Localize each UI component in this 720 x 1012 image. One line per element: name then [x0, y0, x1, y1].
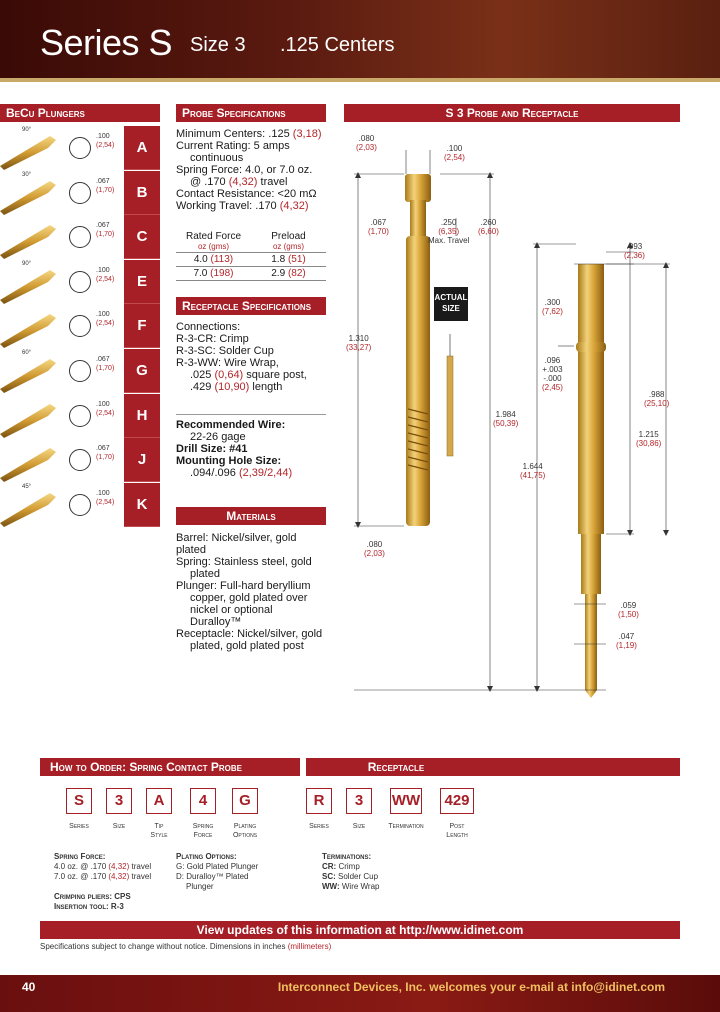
- drawing-title: S 3 Probe and Receptacle: [344, 104, 680, 122]
- flat-tip-icon: [0, 304, 66, 348]
- order-receptacle-label: Post Length: [446, 823, 468, 839]
- web-updates-link[interactable]: View updates of this information at http://www.idinet.com: [40, 921, 680, 939]
- order-receptacle-box: 3: [346, 788, 372, 814]
- order-receptacle-box: WW: [390, 788, 422, 814]
- terminations-info: Terminations: CR: Crimp SC: Solder Cup WW: Wire Wrap: [322, 852, 380, 891]
- plunger-row: [0, 171, 160, 215]
- probe-specs-text: Minimum Centers: .125 (3,18) Current Rating: 5 amps continuous Spring Force: 4.0, or 7.0 oz. @ .170 (4,32) travel Contact Resistance: <20 mΩ Working Travel: .170 (4,32): [176, 128, 322, 212]
- dim-1644: 1.644 (41,75): [520, 462, 546, 480]
- tip-dimension: .100 (2,54): [96, 489, 115, 506]
- order-probe-box: 4: [190, 788, 216, 814]
- plunger-row: [0, 349, 160, 393]
- page-number: 40: [22, 980, 36, 994]
- tip-end-view: [69, 271, 91, 293]
- cone-tip-icon: [0, 260, 66, 304]
- tip-angle: 45°: [22, 483, 32, 490]
- order-receptacle-box: R: [306, 788, 332, 814]
- plunger-row: [0, 483, 160, 527]
- dim-059: .059 (1,50): [618, 601, 639, 619]
- flat-tip-icon: [0, 438, 66, 482]
- page-header: [0, 0, 720, 78]
- dim-067: .067 (1,70): [368, 218, 389, 236]
- order-probe-label: Plating Options: [232, 823, 258, 839]
- plunger-row: [0, 394, 160, 438]
- cup-tip-icon: [0, 126, 66, 170]
- probe-receptacle-drawing: [344, 124, 694, 704]
- disclaimer: Specifications subject to change without notice. Dimensions in inches (millimeters): [40, 942, 332, 951]
- dim-096: .096 +.003 -.000 (2,45): [542, 356, 563, 392]
- tip-angle: 90°: [22, 260, 32, 267]
- tip-end-view: [69, 449, 91, 471]
- tool-info: Crimping pliers: CPS Insertion tool: R-3: [54, 892, 131, 911]
- plunger-row: [0, 215, 160, 259]
- plunger-row: [0, 438, 160, 482]
- spring-force-info: Spring Force: 4.0 oz. @ .170 (4,32) travel 7.0 oz. @ .170 (4,32) travel: [54, 852, 152, 881]
- order-probe-label: Series: [69, 823, 89, 830]
- tip-dimension: .067 (1,70): [96, 177, 115, 194]
- tip-end-view: [69, 137, 91, 159]
- wire-spec-text: Recommended Wire: 22-26 gage Drill Size: #41 Mounting Hole Size: .094/.096 (2,39/2,44): [176, 414, 326, 479]
- dim-1215: 1.215 (30,86): [636, 430, 662, 448]
- order-probe-box: 3: [106, 788, 132, 814]
- tip-end-view: [69, 182, 91, 204]
- tip-dimension: .100 (2,54): [96, 133, 115, 149]
- plating-options-info: Plating Options: G: Gold Plated Plunger D: Duralloy™ Plated Plunger: [176, 852, 259, 891]
- chisel-tip-icon: [0, 483, 66, 527]
- order-probe-title: How to Order: Spring Contact Probe: [40, 758, 300, 776]
- plunger-row: [0, 126, 160, 170]
- serrated-tip-icon: [0, 394, 66, 438]
- centers-title: .125 Centers: [280, 34, 395, 56]
- receptacle-specs-text: Connections: R-3-CR: Crimp R-3-SC: Solder Cup R-3-WW: Wire Wrap, .025 (0,64) square post, .429 (10,90) length: [176, 321, 307, 393]
- dim-260: .260 (6,60): [478, 218, 499, 236]
- order-receptacle-title: Receptacle: [306, 758, 486, 776]
- probe-specs-title: Probe Specifications: [176, 104, 326, 122]
- dim-988: .988 (25,10): [644, 390, 670, 408]
- tip-end-view: [69, 360, 91, 382]
- dim-080-top: .080 (2,03): [356, 134, 377, 152]
- footer-email-message[interactable]: Interconnect Devices, Inc. welcomes your e-mail at info@idinet.com: [277, 980, 665, 994]
- round-tip-icon: [0, 215, 66, 259]
- tip-dimension: .067 (1,70): [96, 445, 115, 462]
- dim-080-bottom: .080 (2,03): [364, 540, 385, 558]
- tip-end-view: [69, 405, 91, 427]
- receptacle-drawing: [576, 264, 606, 698]
- tip-dimension: .100 (2,54): [96, 266, 115, 283]
- order-probe-label: Size: [112, 823, 126, 830]
- order-receptacle-box: 429: [440, 788, 474, 814]
- tip-angle: 60°: [22, 350, 32, 356]
- tip-dimension: .067 (1,70): [96, 222, 115, 239]
- dim-1984: 1.984 (50,39): [493, 410, 519, 428]
- tip-dimension: .100 (2,54): [96, 311, 115, 328]
- order-probe-box: S: [66, 788, 92, 814]
- plunger-row: [0, 304, 160, 348]
- order-probe-box: G: [232, 788, 258, 814]
- materials-title: Materials: [176, 507, 326, 525]
- materials-text: Barrel: Nickel/silver, gold plated Spring: Stainless steel, gold plated Plunger: Full-hard beryllium copper, gold plated over nickel or optional Duralloy™ Receptacle: Nickel/silver, gold plated, gold plated post: [176, 532, 323, 652]
- dim-093: .093 (2,36): [624, 242, 645, 260]
- plungers-title: BeCu Plungers: [0, 104, 160, 122]
- size-title: Size 3: [190, 34, 246, 56]
- tip-end-view: [69, 226, 91, 248]
- actual-size-label: ACTUAL SIZE: [434, 287, 468, 321]
- tip-dimension: .100 (2,54): [96, 400, 115, 417]
- dim-1310: 1.310 (33,27): [346, 334, 372, 352]
- dim-047: .047 (1,19): [616, 632, 637, 650]
- tip-end-view: [69, 494, 91, 516]
- tip-letter: A: [124, 126, 160, 170]
- tip-letter: C: [124, 215, 160, 259]
- point-tip-icon: [0, 171, 66, 215]
- plunger-row: [0, 260, 160, 304]
- dim-300: .300 (7,62): [542, 298, 563, 316]
- order-probe-label: Spring Force: [192, 823, 214, 839]
- order-receptacle-label: Series: [309, 823, 329, 830]
- cup-tip-icon: [0, 349, 66, 393]
- order-receptacle-label: Size: [352, 823, 366, 830]
- dim-250: .250 (6,35) Max. Travel: [428, 218, 470, 245]
- order-probe-label: Tip Style: [150, 823, 168, 839]
- tip-dimension: .067 (1,70): [96, 356, 115, 372]
- order-receptacle-label: Termination: [388, 823, 424, 830]
- table-row: 7.0 (198) 2.9 (82): [176, 267, 326, 281]
- tip-letter: E: [124, 260, 160, 304]
- order-bar-extension: [486, 758, 680, 776]
- table-row: 4.0 (113) 1.8 (51): [176, 253, 326, 267]
- tip-angle: 30°: [22, 171, 32, 178]
- order-probe-box: A: [146, 788, 172, 814]
- tip-letter: J: [124, 438, 160, 482]
- header-rule: [0, 78, 720, 82]
- tip-letter: H: [124, 394, 160, 438]
- tip-letter: F: [124, 304, 160, 348]
- tip-letter: G: [124, 349, 160, 393]
- page-footer: [0, 975, 720, 1012]
- tip-angle: 90°: [22, 127, 32, 133]
- tip-end-view: [69, 315, 91, 337]
- actual-size-probe: [447, 334, 453, 456]
- dim-100: .100 (2,54): [444, 144, 465, 162]
- tip-letter: K: [124, 483, 160, 527]
- tip-letter: B: [124, 171, 160, 215]
- series-title: Series S: [40, 22, 173, 63]
- force-table: Rated Force Preload oz (gms) oz (gms) 4.0 (113) 1.8 (51) 7.0 (198) 2.9 (82): [176, 232, 326, 281]
- receptacle-specs-title: Receptacle Specifications: [176, 297, 326, 315]
